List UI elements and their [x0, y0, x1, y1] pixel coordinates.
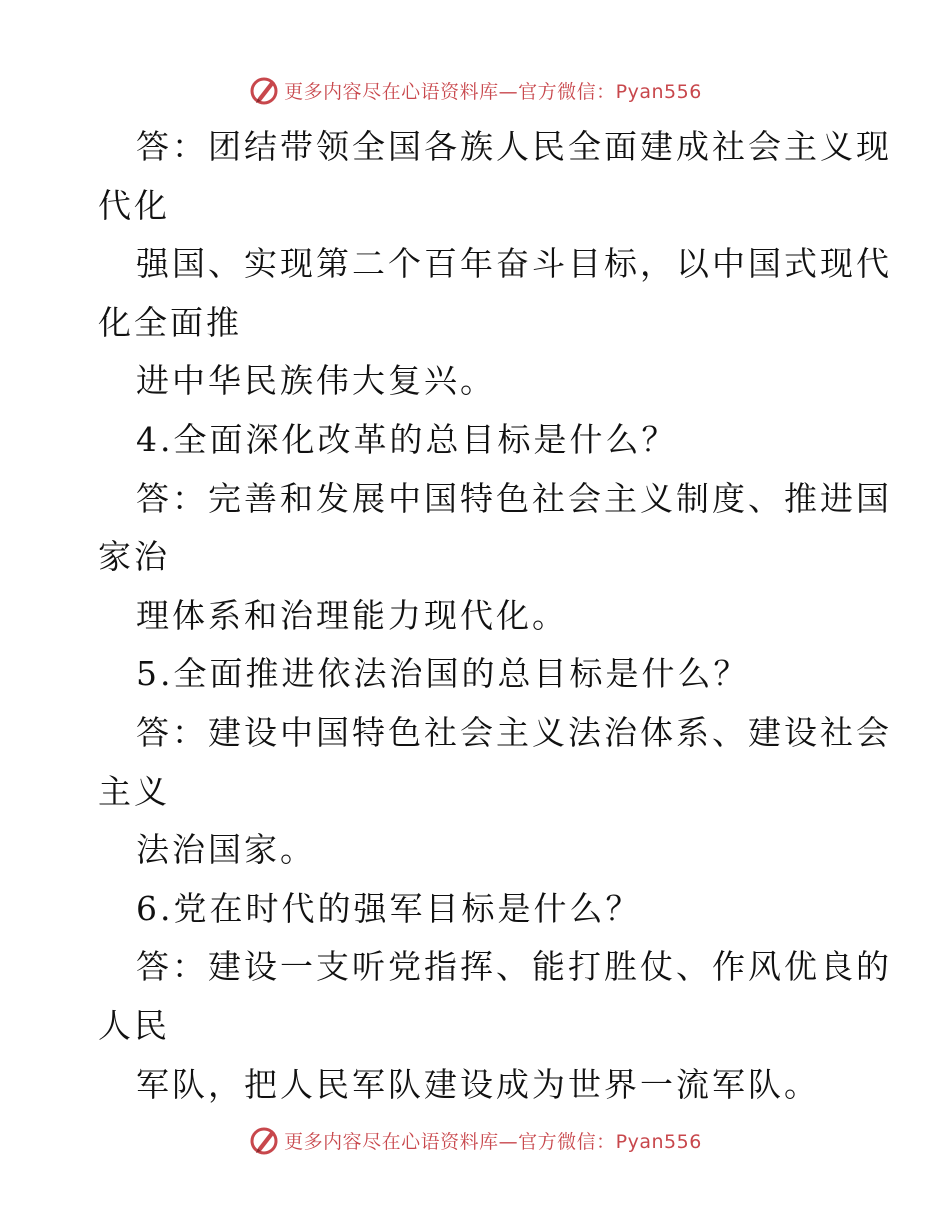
- text-line: 代化: [98, 185, 170, 225]
- pen-logo-icon: [248, 74, 280, 106]
- document-body: [98, 118, 892, 1114]
- text-line: 军队，把人民军队建设成为世界一流军队。: [136, 1064, 820, 1104]
- text-line: 化全面推: [98, 302, 242, 342]
- question-line: 6.党在时代的强军目标是什么？: [136, 888, 642, 928]
- header-watermark: [0, 72, 950, 108]
- text-line: 理体系和治理能力现代化。: [136, 595, 568, 635]
- text-line: 答：完善和发展中国特色社会主义制度、推进国: [136, 478, 892, 518]
- question-line: 4.全面深化改革的总目标是什么？: [136, 419, 678, 459]
- text-line: 家治: [98, 537, 170, 577]
- text-line: 答：建设一支听党指挥、能打胜仗、作风优良的: [136, 947, 892, 987]
- text-line: 主义: [98, 771, 170, 811]
- footer-watermark-text: 更多内容尽在心语资料库—官方微信：Pyan556: [284, 1130, 702, 1153]
- text-line: 答：建设中国特色社会主义法治体系、建设社会: [136, 712, 892, 752]
- footer-watermark: [0, 1122, 950, 1158]
- text-line: 强国、实现第二个百年奋斗目标，以中国式现代: [136, 244, 892, 284]
- text-line: 进中华民族伟大复兴。: [136, 361, 496, 401]
- header-watermark-text: 更多内容尽在心语资料库—官方微信：Pyan556: [284, 80, 702, 103]
- text-line: 法治国家。: [136, 830, 316, 870]
- question-line: 5.全面推进依法治国的总目标是什么？: [136, 654, 750, 694]
- text-line: 答：团结带领全国各族人民全面建成社会主义现: [136, 127, 892, 166]
- text-line: 人民: [98, 1005, 170, 1045]
- pen-logo-icon: [248, 1124, 280, 1156]
